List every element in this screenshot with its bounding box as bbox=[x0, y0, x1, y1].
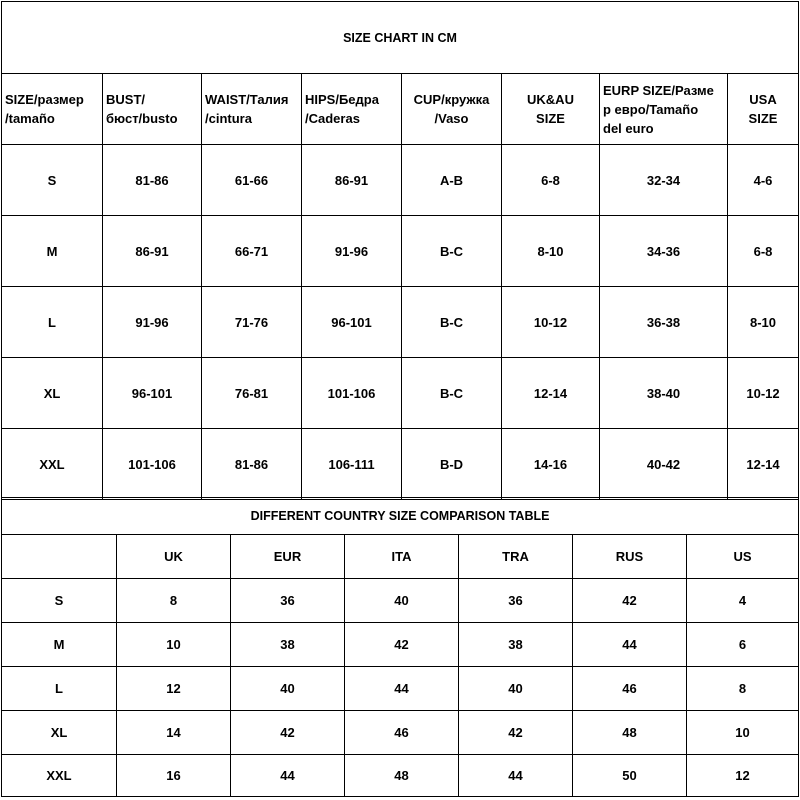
cell-ita: 42 bbox=[345, 623, 459, 667]
cell-ita: 40 bbox=[345, 579, 459, 623]
cell-usa: 4-6 bbox=[728, 145, 799, 216]
header-rus: RUS bbox=[573, 535, 687, 579]
cell-uk-au: 6-8 bbox=[502, 145, 600, 216]
cell-eur: 44 bbox=[231, 755, 345, 797]
cell-tra: 36 bbox=[459, 579, 573, 623]
cell-us: 8 bbox=[687, 667, 799, 711]
table-row bbox=[2, 579, 799, 623]
cell-hips: 101-106 bbox=[302, 358, 402, 429]
cell-cup: A-B bbox=[402, 145, 502, 216]
cell-cup: B-C bbox=[402, 358, 502, 429]
cell-uk: 10 bbox=[117, 623, 231, 667]
header-usa-size: USA SIZE bbox=[728, 74, 799, 145]
cell-hips: 106-111 bbox=[302, 429, 402, 500]
cell-size: XXL bbox=[2, 429, 103, 500]
table-row bbox=[2, 429, 799, 500]
cell-cup: B-C bbox=[402, 216, 502, 287]
cell-usa: 6-8 bbox=[728, 216, 799, 287]
table-row bbox=[2, 287, 799, 358]
cell-ita: 48 bbox=[345, 755, 459, 797]
cell-eurp: 34-36 bbox=[600, 216, 728, 287]
cell-waist: 76-81 bbox=[202, 358, 302, 429]
cell-us: 10 bbox=[687, 711, 799, 755]
cell-size: L bbox=[2, 667, 117, 711]
cell-uk-au: 12-14 bbox=[502, 358, 600, 429]
cell-size: XXL bbox=[2, 755, 117, 797]
cell-us: 6 bbox=[687, 623, 799, 667]
comparison-header-row bbox=[2, 535, 799, 579]
header-bust: BUST/бюст/busto bbox=[103, 74, 202, 145]
header-ita: ITA bbox=[345, 535, 459, 579]
cell-eur: 36 bbox=[231, 579, 345, 623]
table-row bbox=[2, 358, 799, 429]
cell-eur: 42 bbox=[231, 711, 345, 755]
comparison-title: DIFFERENT COUNTRY SIZE COMPARISON TABLE bbox=[2, 498, 799, 535]
cell-cup: B-C bbox=[402, 287, 502, 358]
header-cup: CUP/кружка /Vaso bbox=[402, 74, 502, 145]
cell-size: M bbox=[2, 216, 103, 287]
cell-waist: 66-71 bbox=[202, 216, 302, 287]
cell-usa: 10-12 bbox=[728, 358, 799, 429]
cell-waist: 61-66 bbox=[202, 145, 302, 216]
cell-hips: 96-101 bbox=[302, 287, 402, 358]
cell-size: S bbox=[2, 579, 117, 623]
cell-tra: 42 bbox=[459, 711, 573, 755]
cell-hips: 91-96 bbox=[302, 216, 402, 287]
cell-ita: 44 bbox=[345, 667, 459, 711]
cell-usa: 12-14 bbox=[728, 429, 799, 500]
size-chart-header-row bbox=[2, 74, 799, 145]
cell-hips: 86-91 bbox=[302, 145, 402, 216]
header-tra: TRA bbox=[459, 535, 573, 579]
cell-rus: 42 bbox=[573, 579, 687, 623]
header-size: SIZE/размер /tamaño bbox=[2, 74, 103, 145]
cell-uk: 8 bbox=[117, 579, 231, 623]
header-waist: WAIST/Талия /cintura bbox=[202, 74, 302, 145]
cell-uk-au: 10-12 bbox=[502, 287, 600, 358]
cell-cup: B-D bbox=[402, 429, 502, 500]
cell-rus: 48 bbox=[573, 711, 687, 755]
cell-uk: 12 bbox=[117, 667, 231, 711]
cell-tra: 44 bbox=[459, 755, 573, 797]
country-comparison-table bbox=[1, 497, 799, 797]
cell-bust: 81-86 bbox=[103, 145, 202, 216]
cell-uk: 16 bbox=[117, 755, 231, 797]
size-chart-title: SIZE CHART IN CM bbox=[2, 2, 799, 74]
cell-waist: 81-86 bbox=[202, 429, 302, 500]
cell-size: L bbox=[2, 287, 103, 358]
header-uk-au-size: UK&AU SIZE bbox=[502, 74, 600, 145]
header-blank bbox=[2, 535, 117, 579]
table-row bbox=[2, 755, 799, 797]
cell-uk-au: 8-10 bbox=[502, 216, 600, 287]
cell-eurp: 38-40 bbox=[600, 358, 728, 429]
cell-eur: 38 bbox=[231, 623, 345, 667]
cell-tra: 40 bbox=[459, 667, 573, 711]
cell-eur: 40 bbox=[231, 667, 345, 711]
cell-bust: 91-96 bbox=[103, 287, 202, 358]
cell-waist: 71-76 bbox=[202, 287, 302, 358]
cell-bust: 86-91 bbox=[103, 216, 202, 287]
table-row bbox=[2, 623, 799, 667]
cell-bust: 96-101 bbox=[103, 358, 202, 429]
cell-eurp: 36-38 bbox=[600, 287, 728, 358]
cell-rus: 46 bbox=[573, 667, 687, 711]
cell-rus: 44 bbox=[573, 623, 687, 667]
cell-eurp: 32-34 bbox=[600, 145, 728, 216]
header-eurp-size: EURP SIZE/Разме р евро/Tamaño del euro bbox=[600, 74, 728, 145]
cell-size: XL bbox=[2, 711, 117, 755]
table-row bbox=[2, 711, 799, 755]
cell-uk: 14 bbox=[117, 711, 231, 755]
cell-rus: 50 bbox=[573, 755, 687, 797]
header-eur: EUR bbox=[231, 535, 345, 579]
table-row bbox=[2, 216, 799, 287]
table-row bbox=[2, 667, 799, 711]
cell-us: 4 bbox=[687, 579, 799, 623]
cell-size: M bbox=[2, 623, 117, 667]
table-row bbox=[2, 145, 799, 216]
cell-tra: 38 bbox=[459, 623, 573, 667]
cell-uk-au: 14-16 bbox=[502, 429, 600, 500]
size-chart-table bbox=[1, 1, 799, 500]
cell-size: S bbox=[2, 145, 103, 216]
cell-ita: 46 bbox=[345, 711, 459, 755]
cell-bust: 101-106 bbox=[103, 429, 202, 500]
cell-size: XL bbox=[2, 358, 103, 429]
header-uk: UK bbox=[117, 535, 231, 579]
cell-usa: 8-10 bbox=[728, 287, 799, 358]
header-hips: HIPS/Бедра /Caderas bbox=[302, 74, 402, 145]
header-us: US bbox=[687, 535, 799, 579]
cell-us: 12 bbox=[687, 755, 799, 797]
cell-eurp: 40-42 bbox=[600, 429, 728, 500]
